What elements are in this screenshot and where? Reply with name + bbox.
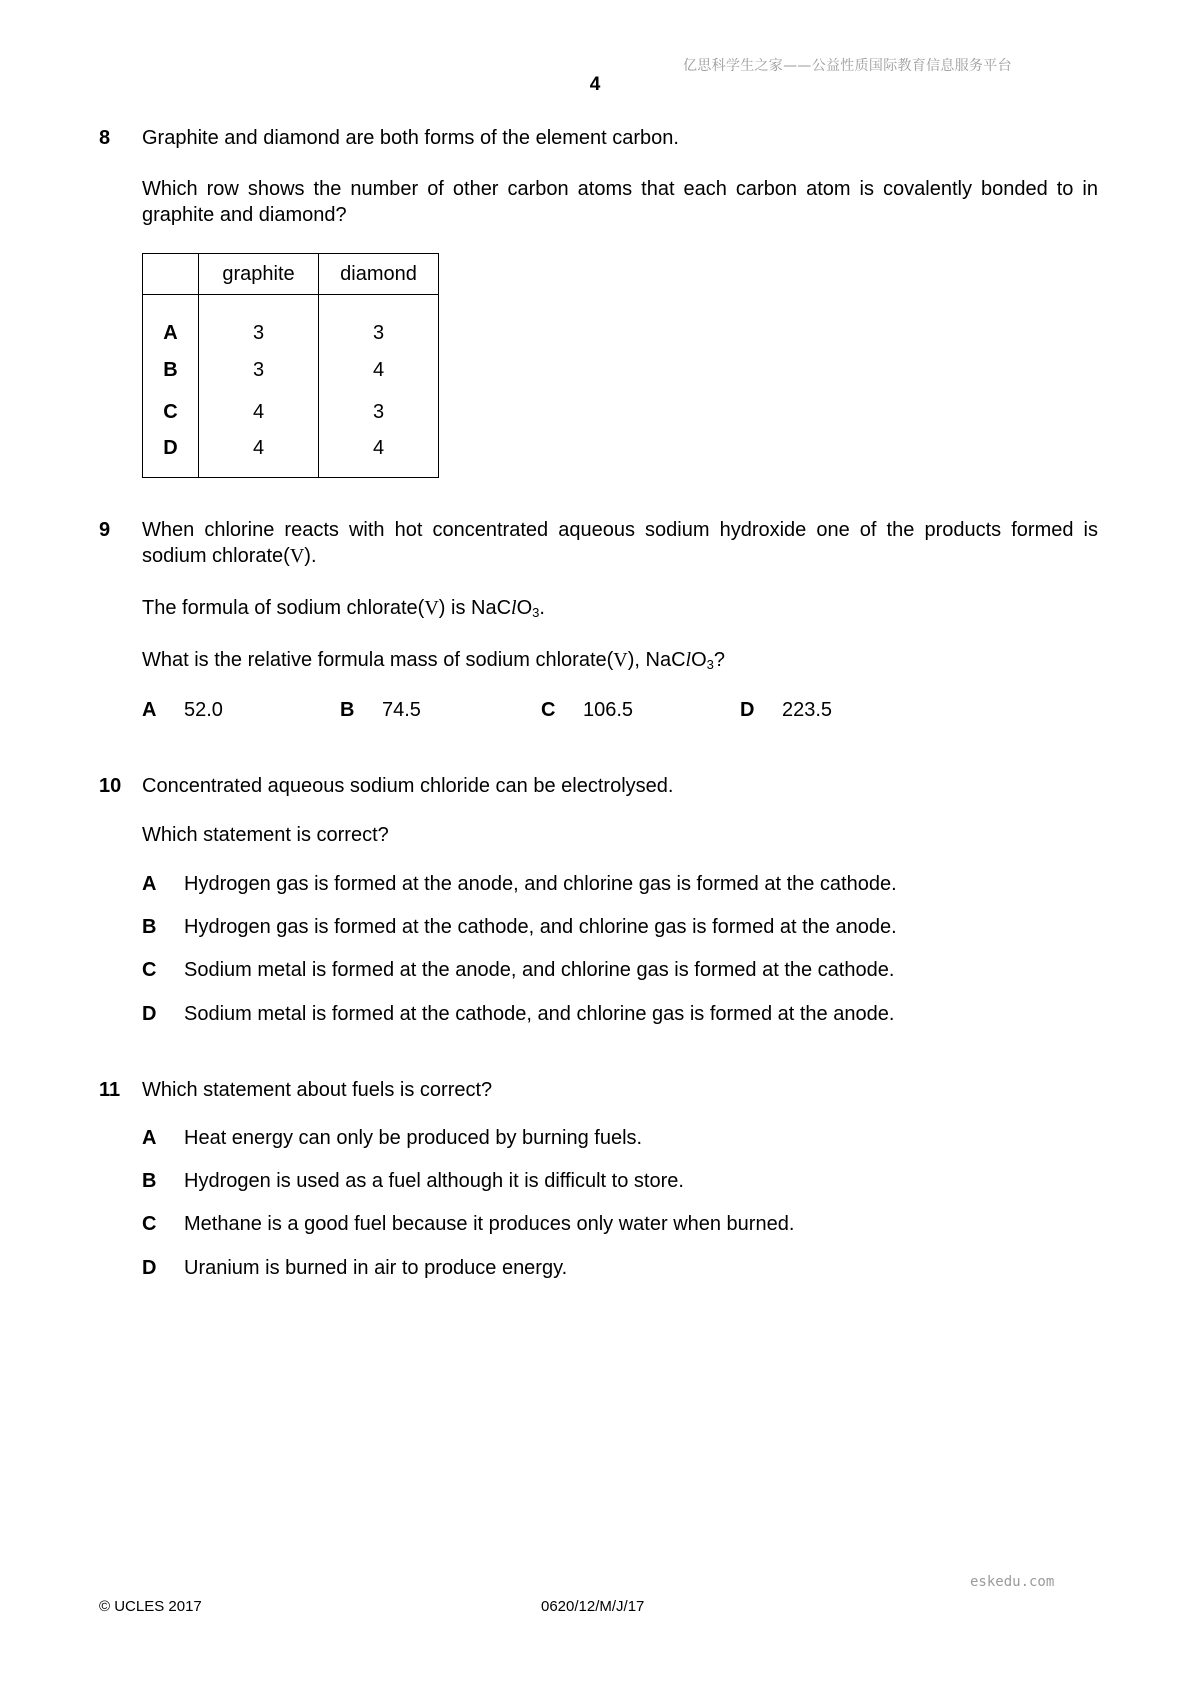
carbon-bonds-table	[142, 253, 439, 478]
graphite-value: 4	[199, 433, 319, 478]
option-text: Hydrogen is used as a fuel although it is difficult to store.	[184, 1170, 684, 1192]
question-end: ?	[713, 649, 726, 671]
stem-text: When chlorine reacts with hot concentrated aqueous sodium hydroxide one of the products formed is sodium chlorate(	[142, 519, 1098, 567]
diamond-value: 3	[319, 295, 439, 350]
option-text: Uranium is burned in air to produce energy.	[184, 1257, 568, 1279]
roman-numeral: V	[289, 545, 305, 567]
table-header-row	[143, 254, 439, 295]
table-header-empty	[143, 254, 199, 295]
graphite-value: 3	[199, 295, 319, 350]
table-row	[143, 349, 439, 391]
diamond-value: 4	[319, 433, 439, 478]
option-text: Methane is a good fuel because it produces only water when burned.	[184, 1213, 795, 1235]
roman-numeral: V	[613, 649, 628, 671]
graphite-value: 3	[199, 349, 319, 391]
graphite-value: 4	[199, 391, 319, 433]
footer-paper-code: 0620/12/M/J/17	[541, 1598, 645, 1615]
question-number: 10	[99, 775, 122, 797]
formula-text: The formula of sodium chlorate(	[142, 597, 425, 619]
option-text: Hydrogen gas is formed at the anode, and chlorine gas is formed at the cathode.	[184, 873, 897, 895]
footer-watermark: eskedu.com	[970, 1574, 1055, 1590]
row-label: D	[143, 433, 199, 478]
option-letter: B	[340, 699, 355, 721]
formula-end: .	[539, 597, 545, 619]
option-value: 106.5	[583, 699, 634, 721]
oxygen-symbol: O	[516, 597, 533, 619]
option-text: Hydrogen gas is formed at the cathode, and chlorine gas is formed at the anode.	[184, 916, 897, 938]
roman-numeral: V	[424, 597, 439, 619]
diamond-value: 3	[319, 391, 439, 433]
question-text	[142, 647, 1098, 673]
chlorine-l: l	[511, 597, 517, 619]
question-number: 8	[99, 127, 111, 149]
stem-end: ).	[304, 545, 317, 567]
option-letter: A	[142, 1127, 157, 1149]
footer-copyright: © UCLES 2017	[99, 1598, 202, 1615]
table-header-graphite: graphite	[199, 254, 319, 295]
option-letter: C	[142, 1213, 157, 1235]
question-text: Which statement is correct?	[142, 824, 389, 846]
question-stem: Graphite and diamond are both forms of the element carbon.	[142, 127, 679, 149]
question-stem	[142, 517, 1098, 569]
chlorine-l: l	[685, 649, 692, 671]
option-letter: A	[142, 873, 157, 895]
option-text: Heat energy can only be produced by burning fuels.	[184, 1127, 643, 1149]
row-label: C	[143, 391, 199, 433]
page-number: 4	[589, 74, 601, 95]
header-watermark: 亿思科学生之家——公益性质国际教育信息服务平台	[683, 58, 1012, 74]
formula-statement	[142, 595, 1098, 621]
option-letter: C	[142, 959, 157, 981]
oxygen-symbol: O	[691, 649, 707, 671]
table-row	[143, 295, 439, 350]
row-label: B	[143, 349, 199, 391]
option-letter: B	[142, 1170, 157, 1192]
table-header-diamond: diamond	[319, 254, 439, 295]
formula-text-2: ) is NaC	[438, 597, 512, 619]
option-value: 52.0	[184, 699, 223, 721]
table-row	[143, 433, 439, 478]
question-text-2: ), NaC	[627, 649, 686, 671]
row-label: A	[143, 295, 199, 350]
question-number: 11	[99, 1079, 121, 1101]
question-stem: Concentrated aqueous sodium chloride can be electrolysed.	[142, 775, 674, 797]
option-value: 74.5	[382, 699, 421, 721]
option-letter: C	[541, 699, 556, 721]
option-text: Sodium metal is formed at the cathode, and chlorine gas is formed at the anode.	[184, 1003, 895, 1025]
question-number: 9	[99, 519, 111, 541]
option-letter: D	[740, 699, 755, 721]
option-value: 223.5	[782, 699, 833, 721]
diamond-value: 4	[319, 349, 439, 391]
option-letter: B	[142, 916, 157, 938]
subscript-3: 3	[532, 605, 540, 620]
question-text: Which statement about fuels is correct?	[142, 1079, 493, 1101]
table-row	[143, 391, 439, 433]
option-letter: D	[142, 1003, 157, 1025]
option-letter: D	[142, 1257, 157, 1279]
option-letter: A	[142, 699, 157, 721]
option-text: Sodium metal is formed at the anode, and chlorine gas is formed at the cathode.	[184, 959, 895, 981]
question-text-1: What is the relative formula mass of sodium chlorate(	[142, 649, 614, 671]
question-text: Which row shows the number of other carbon atoms that each carbon atom is covalently bonded to in graphite and diamond?	[142, 178, 1098, 226]
subscript-3: 3	[706, 657, 714, 672]
